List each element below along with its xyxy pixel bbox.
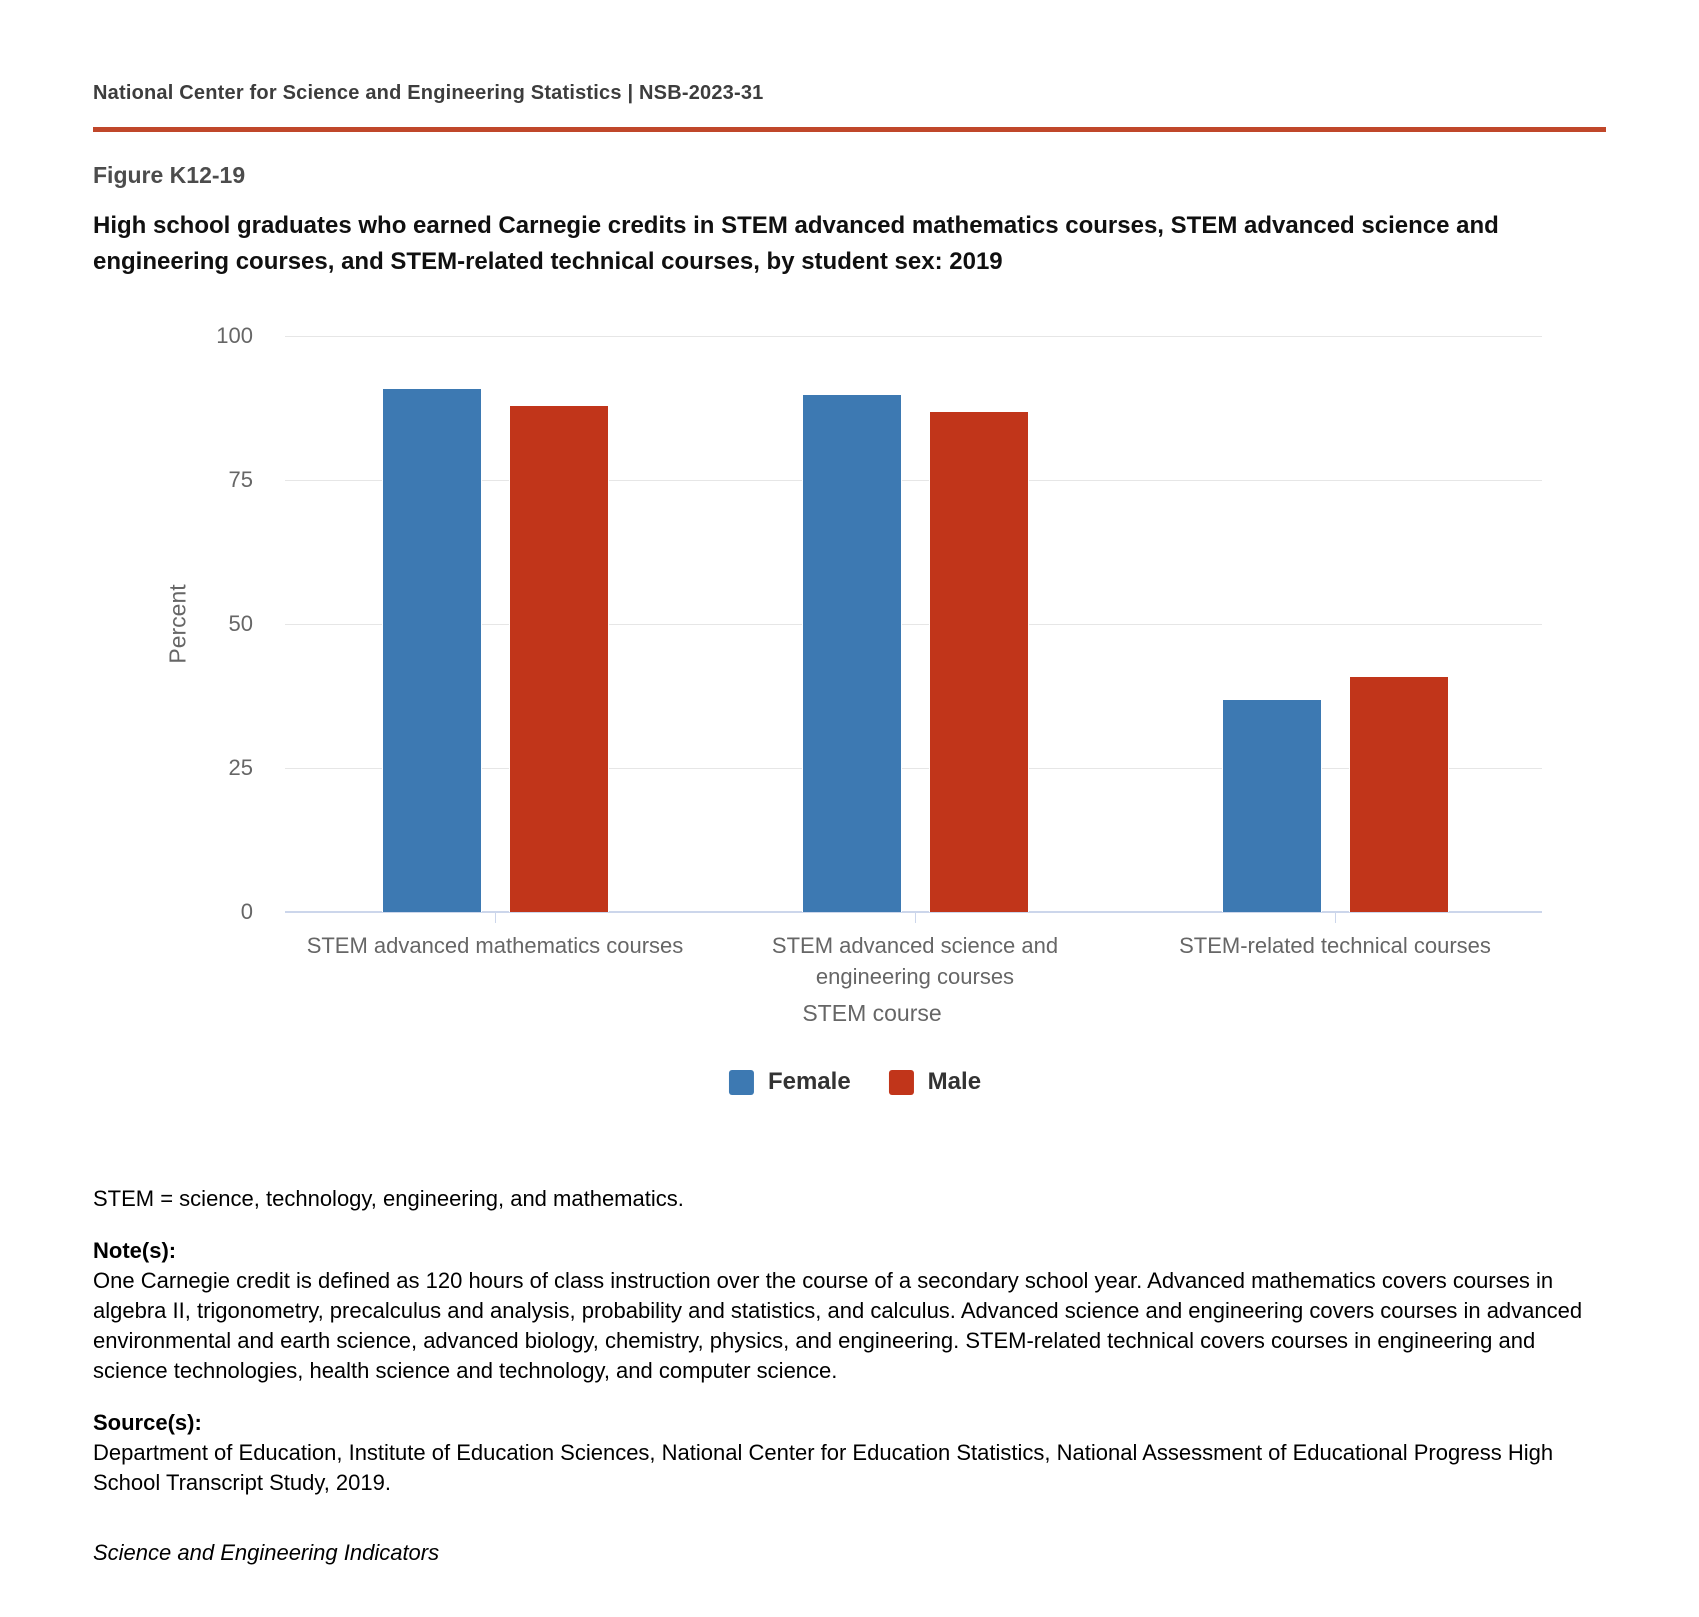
legend-swatch-male xyxy=(889,1070,914,1095)
legend-item-male[interactable] xyxy=(889,1068,981,1096)
notes-body: One Carnegie credit is defined as 120 hours of class instruction over the course of a secondary school year. Advanced mathematics covers courses in algebra II, trigonometry, precalculus and analysis, probability and statistics, and calculus. Advanced science and engineering covers courses in advanced environmental and earth science, advanced biology, chemistry, physics, and engineering. STEM-related technical covers courses in engineering and science technologies, health science and technology, and computer science. xyxy=(93,1268,1583,1383)
y-axis-title: Percent xyxy=(164,584,191,664)
y-tick-label-75: 75 xyxy=(228,467,253,492)
legend-swatch-female xyxy=(729,1070,754,1095)
bar-female-stem-advanced-mathematics-courses[interactable] xyxy=(382,388,482,912)
y-tick-label-0: 0 xyxy=(240,899,253,924)
figure-title: High school graduates who earned Carnegie credits in STEM advanced mathematics courses, STEM advanced science and engineering courses, and STEM-related technical courses, by student sex: 2019 xyxy=(93,212,1499,275)
sources-heading: Source(s): xyxy=(93,1410,202,1435)
plot-area xyxy=(285,336,1542,912)
sources-body: Department of Education, Institute of Education Sciences, National Center for Education Statistics, National Assessment of Educational Progress High School Transcript Study, 2019. xyxy=(93,1440,1554,1495)
bar-female-stem-advanced-science-and-engineering-courses[interactable] xyxy=(802,394,902,912)
notes-heading: Note(s): xyxy=(93,1238,177,1263)
legend-item-female[interactable] xyxy=(729,1068,851,1096)
y-tick-label-50: 50 xyxy=(228,611,253,636)
legend-label-female: Female xyxy=(767,1068,851,1095)
stem-definition: STEM = science, technology, engineering, and mathematics. xyxy=(93,1186,684,1211)
figure-label: Figure K12-19 xyxy=(93,162,246,188)
bar-female-stem-related-technical-courses[interactable] xyxy=(1222,699,1322,912)
x-axis-label-stem-advanced-mathematics-courses: STEM advanced mathematics courses xyxy=(306,933,684,958)
x-axis-title: STEM course xyxy=(802,1000,942,1026)
indicators-citation: Science and Engineering Indicators xyxy=(93,1540,440,1565)
y-tick-label-100: 100 xyxy=(216,323,253,348)
header-divider xyxy=(93,127,1606,132)
x-axis-label-stem-related-technical-courses: STEM-related technical courses xyxy=(1179,933,1491,958)
x-tick-stem-advanced-mathematics-courses xyxy=(495,912,496,923)
footer-notes xyxy=(93,1184,1615,1568)
report-header: National Center for Science and Engineering Statistics | NSB-2023-31 xyxy=(93,82,764,104)
bar-male-stem-advanced-science-and-engineering-courses[interactable] xyxy=(929,411,1029,912)
x-tick-stem-related-technical-courses xyxy=(1335,912,1336,923)
legend-label-male: Male xyxy=(927,1068,982,1095)
bar-male-stem-advanced-mathematics-courses[interactable] xyxy=(509,405,609,912)
gridline-100 xyxy=(285,336,1542,337)
x-axis-label-stem-advanced-science-and-engineering-courses: STEM advanced science and engineering courses xyxy=(771,933,1059,989)
x-tick-stem-advanced-science-and-engineering-courses xyxy=(915,912,916,923)
legend xyxy=(729,1068,981,1096)
bar-male-stem-related-technical-courses[interactable] xyxy=(1349,676,1449,912)
y-tick-label-25: 25 xyxy=(228,755,253,780)
